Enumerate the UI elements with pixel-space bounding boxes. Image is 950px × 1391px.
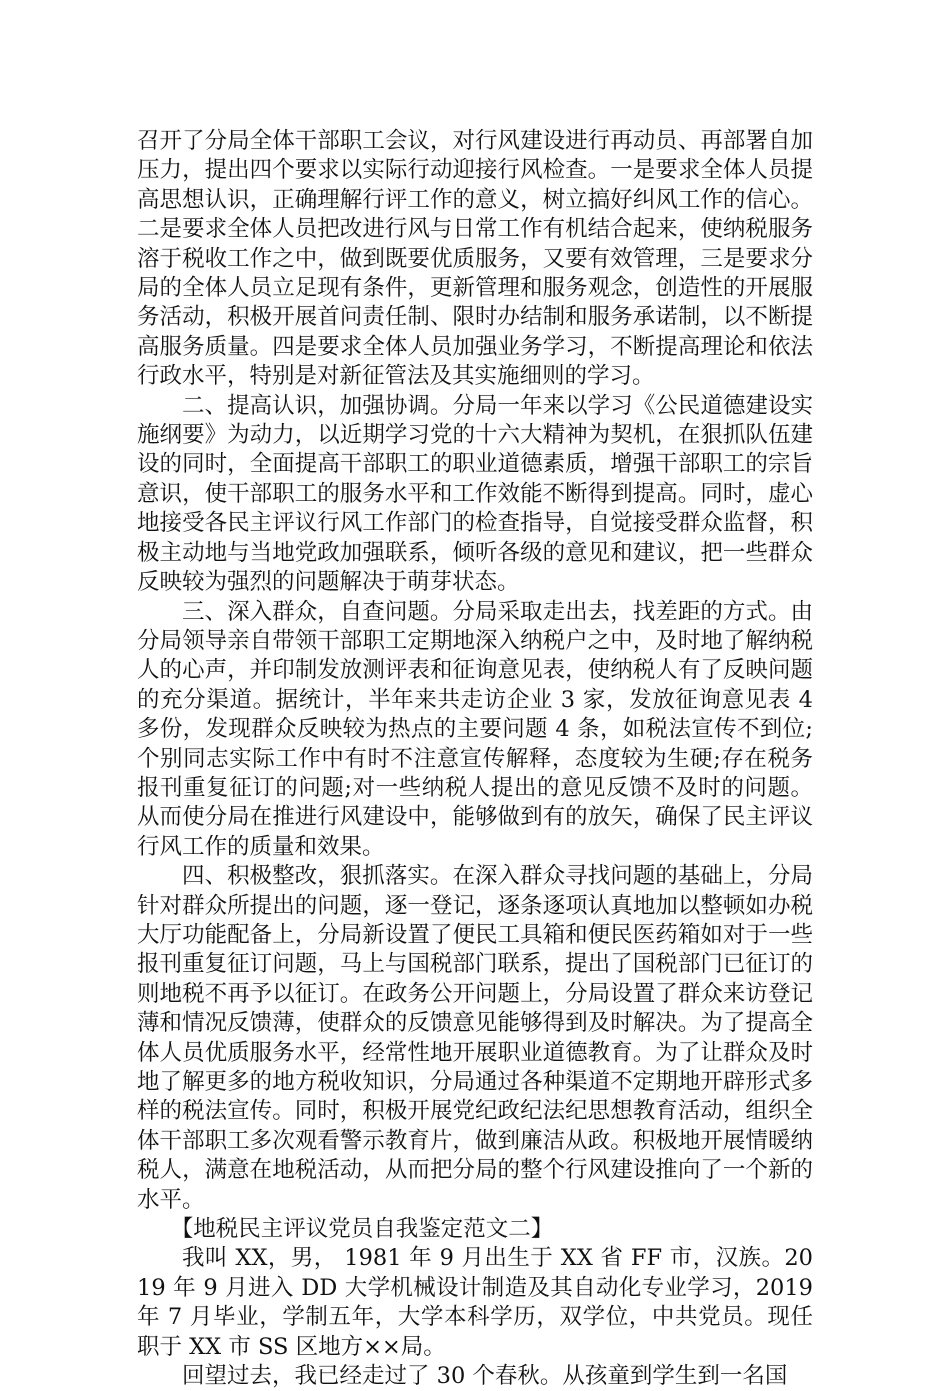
section-heading: 【地税民主评议党员自我鉴定范文二】 [170, 1216, 554, 1243]
paragraph-self-intro: 我叫 XX，男， 1981 年 9 月出生于 XX 省 FF 市，汉族。2019 年 9 月进入 DD 大学机械设计制造及其自动化专业学习，2019 年 7 月毕业，学制五年，大学本科学历，双学位，中共党员。现任职于 XX 市 SS 区地方××局。 [137, 1245, 814, 1360]
paragraph-self-inspection: 三、深入群众，自查问题。分局采取走出去，找差距的方式。由分局领导亲自带领干部职工定期地深入纳税户之中，及时地了解纳税人的心声，并印制发放测评表和征询意见表，使纳税人有了反映问题的充分渠道。据统计，半年来共走访企业 3 家，发放征询意见表 4 多份，发现群众反映较为热点的主要问题 4 条，如税法宣传不到位;个别同志实际工作中有时不注意宣传解释，态度较为生硬;存在税务报刊重复征订的问题;对一些纳税人提出的意见反馈不及时的问题。从而使分局在推进行风建设中，能够做到有的放矢，确保了民主评议行风工作的质量和效果。 [137, 598, 813, 860]
paragraph-meeting: 召开了分局全体干部职工会议，对行风建设进行再动员、再部署自加压力，提出四个要求以实际行动迎接行风检查。一是要求全体人员提高思想认识，正确理解行评工作的意义，树立搞好纠风工作的信心。二是要求全体人员把改进行风与日常工作有机结合起来，使纳税服务溶于税收工作之中，做到既要优质服务，又要有效管理，三是要求分局的全体人员立足现有条件，更新管理和服务观念，创造性的开展服务活动，积极开展首问责任制、限时办结制和服务承诺制，以不断提高服务质量。四是要求全体人员加强业务学习，不断提高理论和依法行政水平，特别是对新征管法及其实施细则的学习。 [137, 128, 813, 390]
paragraph-rectification: 四、积极整改，狠抓落实。在深入群众寻找问题的基础上，分局针对群众所提出的问题，逐一登记，逐条逐项认真地加以整顿如办税大厅功能配备上，分局新设置了便民工具箱和便民医药箱如对于一些报刊重复征订问题，马上与国税部门联系，提出了国税部门已征订的则地税不再予以征订。在政务公开问题上，分局设置了群众来访登记薄和情况反馈薄，使群众的反馈意见能够得到及时解决。为了提高全体人员优质服务水平，经常性地开展职业道德教育。为了让群众及时地了解更多的地方税收知识，分局通过各种渠道不定期地开辟形式多样的税法宣传。同时，积极开展党纪政纪法纪思想教育活动，组织全体干部职工多次观看警示教育片，做到廉洁从政。积极地开展情暖纳税人，满意在地税活动，从而把分局的整个行风建设推向了一个新的水平。 [137, 863, 813, 1213]
document-page [137, 127, 813, 1391]
paragraph-retrospect: 回望过去，我已经走过了 30 个春秋。从孩童到学生到一名国 [182, 1363, 788, 1390]
paragraph-awareness: 二、提高认识，加强协调。分局一年来以学习《公民道德建设实施纲要》为动力，以近期学习党的十六大精神为契机，在狠抓队伍建设的同时，全面提高干部职工的职业道德素质，增强干部职工的宗旨意识，使干部职工的服务水平和工作效能不断得到提高。同时，虚心地接受各民主评议行风工作部门的检查指导，自觉接受群众监督，积极主动地与当地党政加强联系，倾听各级的意见和建议，把一些群众反映较为强烈的问题解决于萌芽状态。 [137, 392, 813, 596]
